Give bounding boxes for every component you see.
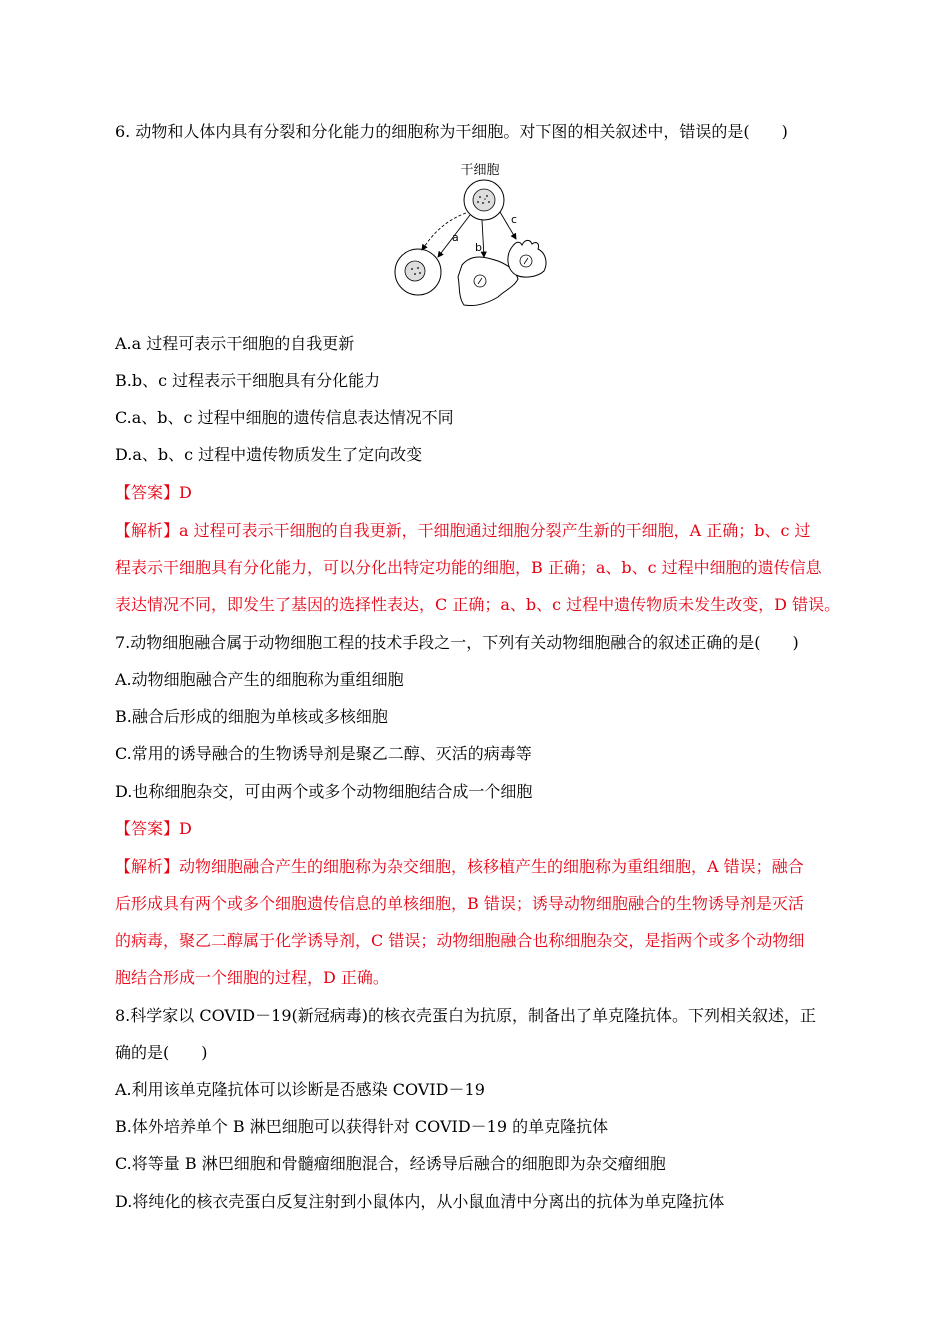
daughter-stem-cell [395, 249, 441, 295]
q8-stem-line-2: 确的是( ) [115, 1043, 208, 1062]
arrow-return [422, 213, 466, 250]
q8-option-c: C.将等量 B 淋巴细胞和骨髓瘤细胞混合，经诱导后融合的细胞即为杂交瘤细胞 [115, 1154, 666, 1173]
q7-analysis-line-3: 的病毒，聚乙二醇属于化学诱导剂，C 错误；动物细胞融合也称细胞杂交，是指两个或多个动物细 [115, 931, 805, 950]
q6-option-c: C.a、b、c 过程中细胞的遗传信息表达情况不同 [115, 408, 454, 427]
stem-cell-diagram-svg [388, 155, 568, 315]
q8-option-b: B.体外培养单个 B 淋巴细胞可以获得针对 COVID－19 的单克隆抗体 [115, 1117, 609, 1136]
q6-analysis-line-2: 程表示干细胞具有分化能力，可以分化出特定功能的细胞，B 正确；a、b、c 过程中细胞的遗传信息 [115, 558, 822, 577]
label-c: c [511, 213, 518, 226]
q6-analysis-line-3: 表达情况不同，即发生了基因的选择性表达，C 正确；a、b、c 过程中遗传物质未发生改变，D 错误。 [115, 595, 841, 614]
q7-option-c: C.常用的诱导融合的生物诱导剂是聚乙二醇、灭活的病毒等 [115, 744, 532, 763]
q6-option-d: D.a、b、c 过程中遗传物质发生了定向改变 [115, 445, 423, 464]
q8-option-d: D.将纯化的核衣壳蛋白反复注射到小鼠体内，从小鼠血清中分离出的抗体为单克隆抗体 [115, 1192, 725, 1211]
q6-analysis-line-1: 【解析】a 过程可表示干细胞的自我更新，干细胞通过细胞分裂产生新的干细胞，A 正确；b、c 过 [115, 521, 811, 540]
q6-answer: 【答案】D [115, 483, 192, 502]
arrow-b [482, 220, 484, 257]
q7-option-b: B.融合后形成的细胞为单核或多核细胞 [115, 707, 388, 726]
q6-option-b: B.b、c 过程表示干细胞具有分化能力 [115, 371, 381, 390]
q7-analysis-line-4: 胞结合形成一个细胞的过程，D 正确。 [115, 968, 389, 987]
q8-option-a: A.利用该单克隆抗体可以诊断是否感染 COVID－19 [115, 1080, 485, 1099]
label-a: a [452, 231, 459, 244]
q7-answer: 【答案】D [115, 819, 192, 838]
stem-cell-diagram [388, 155, 568, 315]
q7-option-d: D.也称细胞杂交，可由两个或多个动物细胞结合成一个细胞 [115, 782, 533, 801]
q7-option-a: A.动物细胞融合产生的细胞称为重组细胞 [115, 670, 404, 689]
stem-cell [464, 180, 504, 220]
q8-stem-line-1: 8.科学家以 COVID－19(新冠病毒)的核衣壳蛋白为抗原，制备出了单克隆抗体。下列相关叙述，正 [115, 1006, 816, 1025]
q6-option-a: A.a 过程可表示干细胞的自我更新 [115, 334, 355, 353]
label-b: b [475, 241, 482, 254]
q7-stem: 7.动物细胞融合属于动物细胞工程的技术手段之一，下列有关动物细胞融合的叙述正确的是( ) [115, 633, 799, 652]
q6-stem: 6. 动物和人体内具有分裂和分化能力的细胞称为干细胞。对下图的相关叙述中，错误的是( ) [115, 122, 788, 141]
q7-analysis-line-1: 【解析】动物细胞融合产生的细胞称为杂交细胞，核移植产生的细胞称为重组细胞，A 错误；融合 [115, 857, 804, 876]
q7-analysis-line-2: 后形成具有两个或多个细胞遗传信息的单核细胞，B 错误；诱导动物细胞融合的生物诱导剂是灭活 [115, 894, 804, 913]
differentiated-cell-c [508, 240, 546, 277]
diagram-title: 干细胞 [460, 163, 500, 178]
